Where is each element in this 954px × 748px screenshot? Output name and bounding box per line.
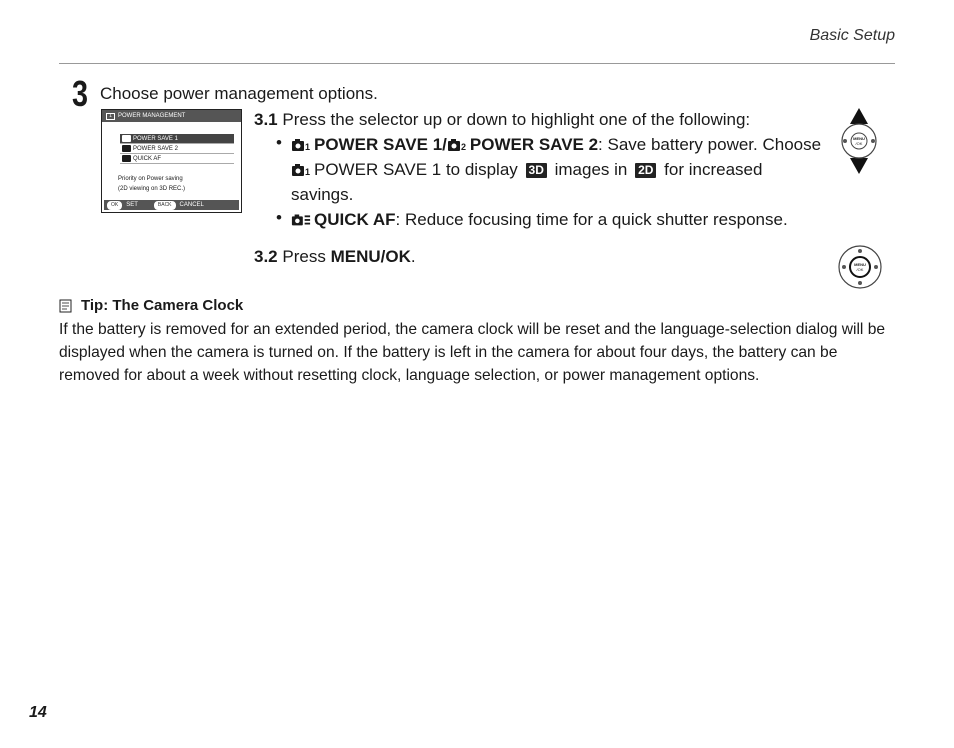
bullet1-text-4: for increased: [664, 160, 763, 179]
lcd-description-line2: (2D viewing on 3D REC.): [118, 186, 186, 192]
slash: /: [442, 135, 447, 154]
lcd-footer-cancel: CANCEL: [179, 202, 204, 208]
tip-title: Tip: The Camera Clock: [81, 297, 244, 314]
substep-3-2: [254, 244, 416, 269]
svg-text:/OK: /OK: [856, 267, 864, 272]
bullet1-text-3: images in: [554, 160, 628, 179]
bullet2-text: : Reduce focusing time for a quick shutter response.: [395, 210, 788, 229]
substep-3-1: [254, 107, 750, 132]
bullet1-text-1: : Save battery power. Choose: [598, 135, 822, 154]
bullet-quick-af: [291, 207, 788, 232]
back-button-icon: BACK: [154, 201, 176, 210]
svg-text:1: 1: [305, 167, 311, 177]
power-save-1-icon: [291, 162, 311, 177]
bullet1-text-5: savings.: [291, 185, 354, 204]
lcd-item-label: POWER SAVE 1: [133, 135, 178, 142]
step-number: 3: [72, 73, 89, 114]
svg-text:1: 1: [305, 142, 311, 152]
tip-text: If the battery is removed for an extended period, the camera clock will be reset and the language-selection dialog will be displayed when the camera is turned on. If the battery is left in the camera for about four days, the battery can be removed for about a week without resetting clock, language selection, or power management options.: [59, 321, 886, 384]
svg-text:MENU: MENU: [854, 262, 866, 267]
substep-text: Press: [282, 247, 326, 266]
bullet-power-save: [291, 132, 822, 207]
bullet-char: •: [276, 133, 282, 152]
camera-tab-icon: 1: [106, 113, 115, 120]
step-title: Choose power management options.: [100, 84, 378, 103]
lcd-item-label: QUICK AF: [133, 155, 162, 162]
bullet-char: •: [276, 208, 282, 227]
lcd-item-label: POWER SAVE 2: [133, 145, 178, 152]
lcd-item-power-save-1: [120, 134, 234, 144]
lcd-list: [120, 134, 234, 164]
substep-number: 3.2: [254, 247, 278, 266]
note-icon: [59, 299, 73, 313]
power-save-1-label: POWER SAVE 1: [314, 160, 442, 179]
svg-text:MENU: MENU: [853, 136, 865, 141]
lcd-item-quick-af: [120, 154, 234, 164]
bullet1-text-2: to display: [445, 160, 518, 179]
power-save-1-label: POWER SAVE 1: [314, 135, 443, 154]
ok-button-icon: OK: [107, 201, 122, 210]
header-section-title: Basic Setup: [809, 27, 895, 44]
lcd-description-line1: Priority on Power saving: [118, 176, 183, 182]
tip-heading: [59, 297, 243, 314]
substep-text: Press the selector up or down to highlight one of the following:: [282, 110, 751, 129]
quick-af-icon: [291, 212, 311, 227]
header-rule: [59, 63, 895, 64]
lcd-header: [102, 110, 241, 122]
lcd-menu-title: POWER MANAGEMENT: [118, 113, 186, 119]
badge-3d: 3D: [526, 163, 547, 178]
lcd-description: [118, 174, 185, 194]
power-save-2-icon: [447, 137, 467, 152]
lcd-item-power-save-2: [120, 144, 234, 154]
svg-text:2: 2: [460, 142, 466, 152]
power-save-2-icon: [122, 145, 131, 152]
menu-ok-button-icon: [836, 245, 884, 289]
quick-af-label: QUICK AF: [314, 210, 396, 229]
lcd-footer-set: SET: [126, 202, 138, 208]
power-save-2-label: POWER SAVE 2: [469, 135, 599, 154]
svg-text:/OK: /OK: [855, 141, 863, 146]
page-number: 14: [29, 704, 47, 721]
lcd-footer: [104, 200, 239, 210]
selector-up-down-icon: [835, 107, 883, 175]
badge-2d: 2D: [635, 163, 656, 178]
quick-af-icon: [122, 155, 131, 162]
menu-ok-label: MENU/OK: [330, 247, 411, 266]
substep-number: 3.1: [254, 110, 278, 129]
power-save-1-icon: [122, 135, 131, 142]
power-save-1-icon: [291, 137, 311, 152]
substep-end: .: [410, 247, 416, 266]
lcd-screen: [101, 109, 242, 213]
